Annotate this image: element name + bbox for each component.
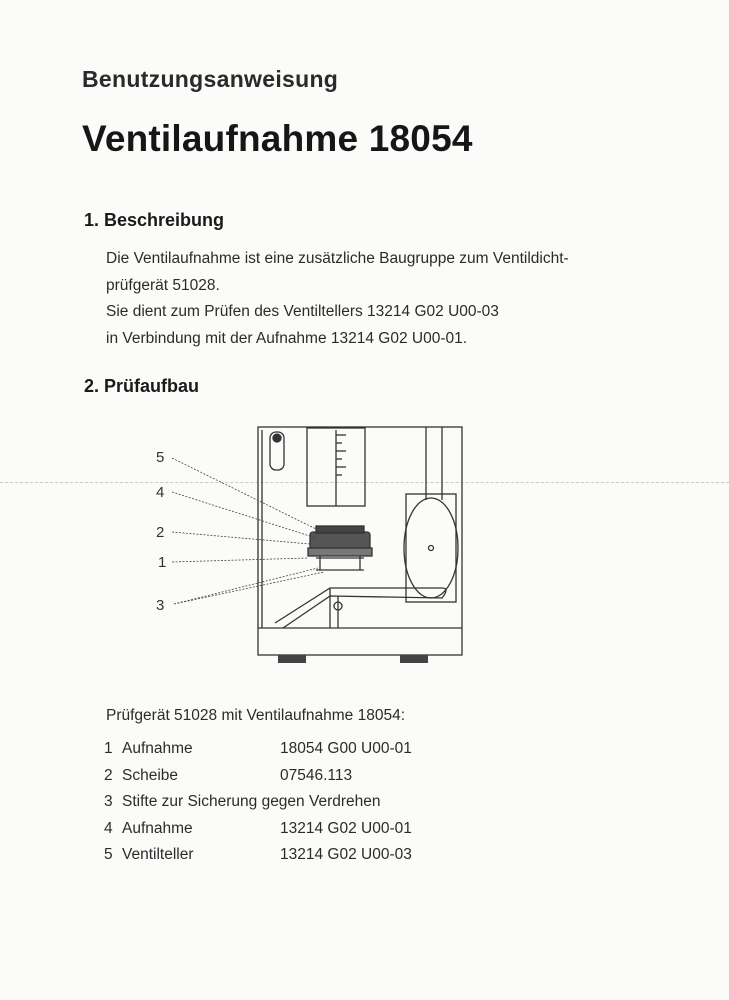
part-code: 13214 G02 U00-03: [280, 846, 412, 863]
description-line: Die Ventilaufnahme ist eine zusätzliche Baugruppe zum Ventildicht-: [106, 250, 569, 267]
description-paragraph: [106, 246, 666, 352]
part-name: Stifte zur Sicherung gegen Verdrehen: [122, 793, 381, 810]
section-heading-beschreibung: 1. Beschreibung: [84, 210, 225, 230]
callout-label: 1: [158, 554, 167, 571]
pump-bulb: [404, 498, 458, 598]
part-number: 1: [104, 740, 113, 757]
part-name: Scheibe: [122, 766, 179, 784]
callout-label: 3: [156, 597, 165, 614]
section-heading-pruefaufbau: 2. Prüfaufbau: [84, 376, 200, 396]
part-number: 5: [104, 846, 113, 863]
part-name: Aufnahme: [122, 819, 193, 837]
callout-label: 2: [156, 524, 165, 541]
part-code: 13214 G02 U00-01: [280, 819, 412, 837]
part-number: 3: [104, 793, 113, 810]
part-number: 2: [104, 766, 113, 784]
callout-label: 5: [156, 449, 165, 466]
part-code: 07546.113: [280, 766, 353, 784]
document-title: Ventilaufnahme 18054: [82, 118, 473, 159]
part-name: Aufnahme: [122, 740, 193, 757]
description-line: in Verbindung mit der Aufnahme 13214 G02 U00-01.: [106, 329, 468, 347]
test-setup-drawing: [150, 420, 470, 670]
part-name: Ventilteller: [122, 846, 194, 863]
figure-caption: Prüfgerät 51028 mit Ventilaufnahme 18054:: [106, 707, 406, 724]
part-code: 18054 G00 U00-01: [280, 740, 412, 757]
callout-label: 4: [156, 484, 165, 501]
part-number: 4: [104, 819, 113, 837]
description-line: prüfgerät 51028.: [106, 276, 220, 294]
document-subtitle: Benutzungsanweisung: [82, 66, 339, 92]
description-line: Sie dient zum Prüfen des Ventiltellers 13214 G02 U00-03: [106, 303, 499, 320]
